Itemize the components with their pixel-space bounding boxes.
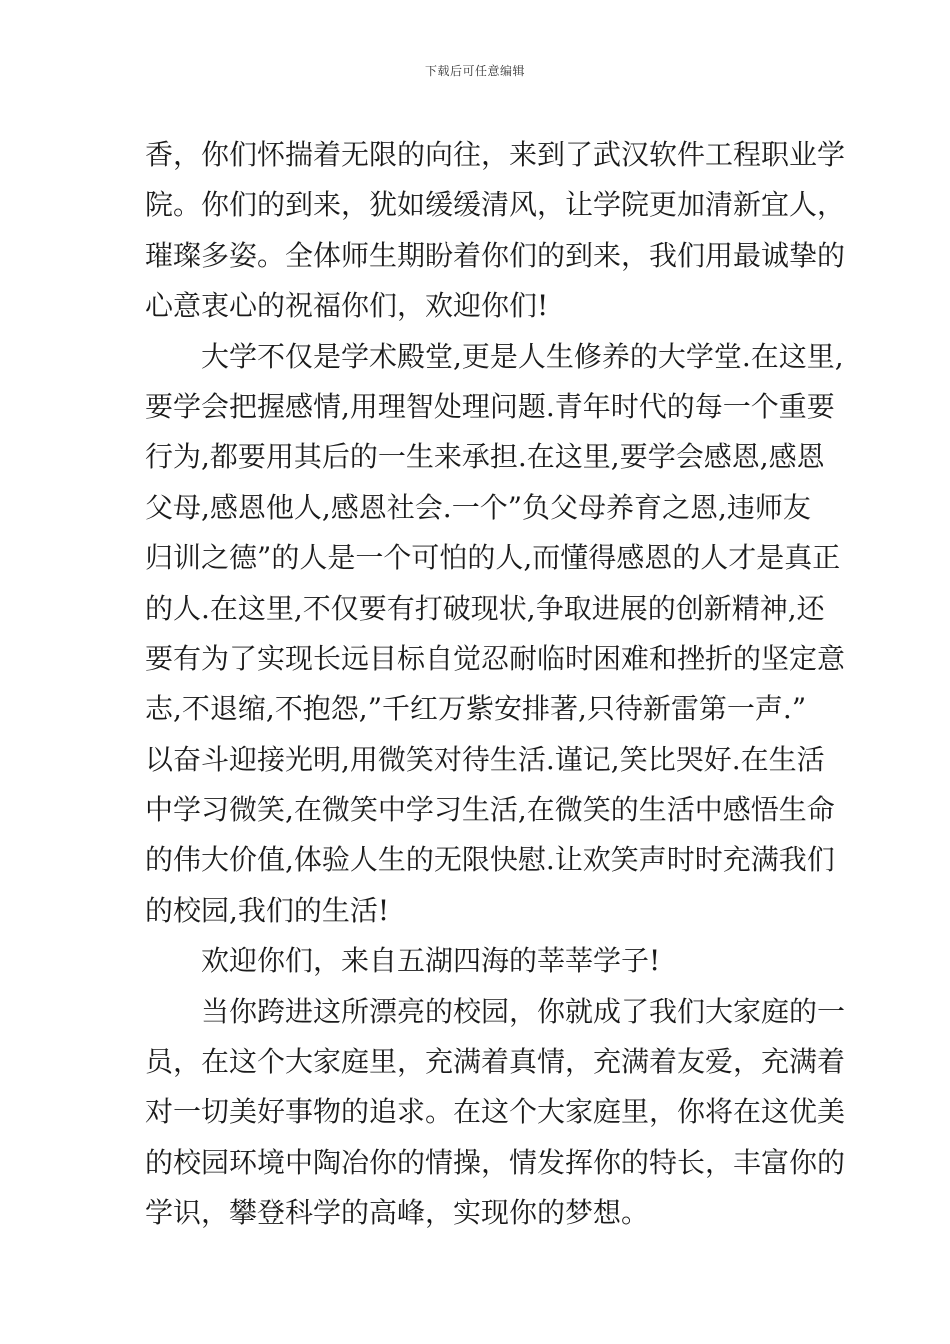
text-line: 志,不退缩,不抱怨,”千红万紫安排著,只待新雷第一声.” (145, 692, 807, 726)
text-line: 学识，攀登科学的高峰，实现你的梦想。 (145, 1196, 650, 1230)
text-line: 父母,感恩他人,感恩社会.一个”负父母养育之恩,违师友 (145, 490, 811, 524)
text-line: 对一切美好事物的追求。在这个大家庭里，你将在这优美 (145, 1095, 846, 1129)
text-line: 中学习微笑,在微笑中学习生活,在微笑的生活中感悟生命 (145, 793, 835, 827)
text-line: 欢迎你们，来自五湖四海的莘莘学子! (201, 944, 661, 978)
text-line: 以奋斗迎接光明,用微笑对待生活.谨记,笑比哭好.在生活 (145, 742, 825, 776)
text-line: 的校园,我们的生活! (145, 893, 390, 927)
document-body (145, 130, 846, 1239)
text-line: 的校园环境中陶冶你的情操，情发挥你的特长，丰富你的 (145, 1145, 846, 1179)
page-header: 下载后可任意编辑 (424, 64, 525, 78)
text-line: 香，你们怀揣着无限的向往，来到了武汉软件工程职业学 (145, 138, 846, 171)
text-line: 大学不仅是学术殿堂,更是人生修养的大学堂.在这里, (201, 339, 844, 373)
text-line: 当你跨进这所漂亮的校园，你就成了我们大家庭的一 (201, 994, 846, 1028)
text-line: 的人.在这里,不仅要有打破现状,争取进展的创新精神,还 (145, 591, 825, 625)
text-line: 要有为了实现长远目标自觉忍耐临时困难和挫折的坚定意 (145, 641, 846, 675)
text-line: 的伟大价值,体验人生的无限快慰.让欢笑声时时充满我们 (145, 843, 835, 877)
text-line: 行为,都要用其后的一生来承担.在这里,要学会感恩,感恩 (145, 440, 825, 474)
text-line: 院。你们的到来，犹如缓缓清风，让学院更加清新宜人， (145, 188, 846, 222)
text-line: 要学会把握感情,用理智处理问题.青年时代的每一个重要 (145, 389, 835, 423)
text-line: 员，在这个大家庭里，充满着真情，充满着友爱，充满着 (145, 1045, 846, 1079)
text-line: 璀璨多姿。全体师生期盼着你们的到来，我们用最诚挚的 (145, 238, 846, 272)
text-line: 心意衷心的祝福你们，欢迎你们! (145, 289, 549, 323)
text-line: 归训之德”的人是一个可怕的人,而懂得感恩的人才是真正 (145, 541, 841, 575)
